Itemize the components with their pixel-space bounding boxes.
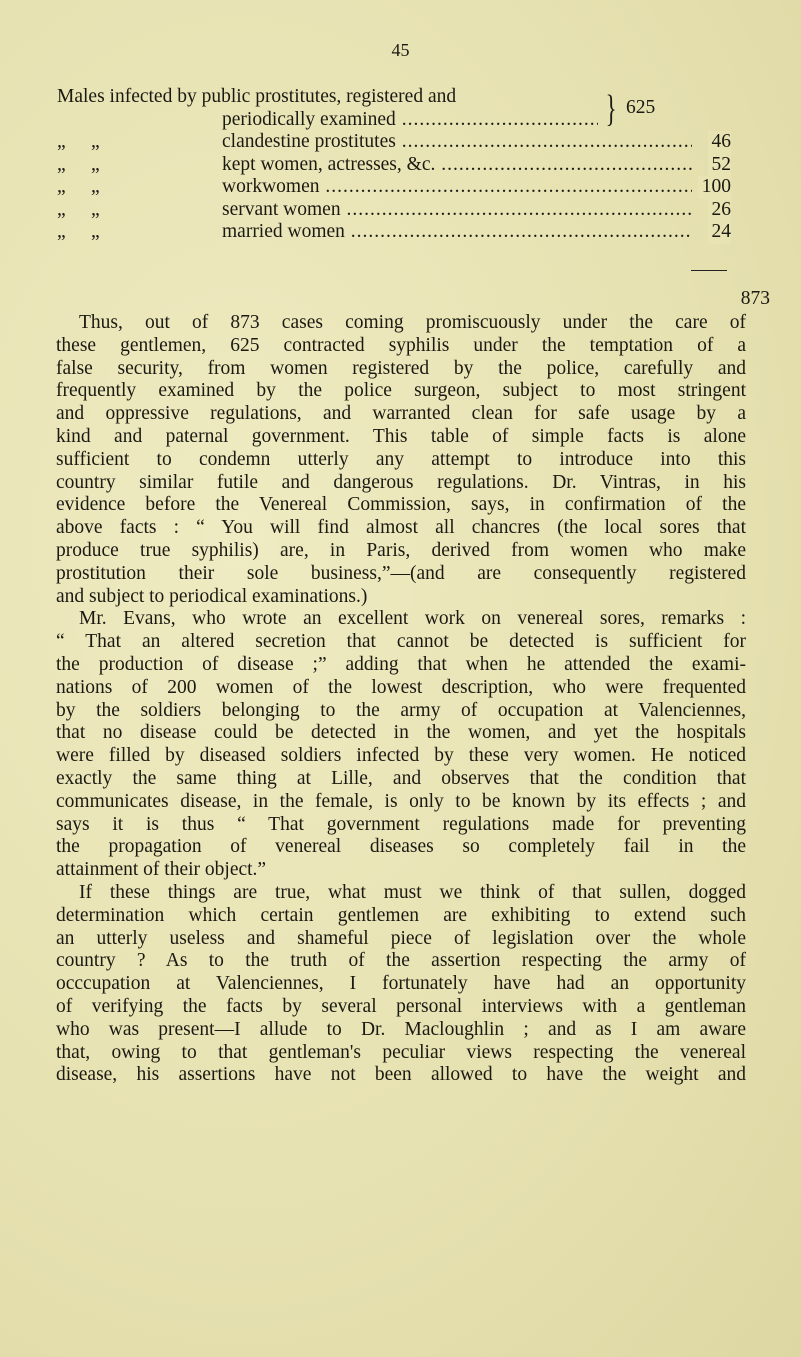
table-row-label: married women ..... [222,221,692,244]
text-line: of verifying the facts by several personal interviews with a gentleman [56,995,746,1017]
total-rule [691,270,727,271]
table-row-label: kept women, actresses, &c. ..... [222,154,692,177]
text-line: If these things are true, what must we think of that sullen, dogged [79,881,746,903]
text-line: that no disease could be detected in the women, and yet the hospitals [56,722,746,744]
text-line: by the soldiers belonging to the army of occupation at Valenciennes, [56,699,746,721]
table-row-label: servant women ..... [222,199,692,222]
text-line: an utterly useless and shameful piece of legislation over the whole [56,927,746,949]
body-text [56,312,746,1087]
text-line: communicates disease, in the female, is only to be known by its effects ; and [56,790,746,812]
table-row-value: 52 [708,154,732,177]
text-line: attainment of their object.” [56,859,267,881]
table-row-label: workwomen ..... [222,176,692,199]
text-line: these gentlemen, 625 contracted syphilis under the temptation of a [56,334,746,356]
text-line: kind and paternal government. This table of simple facts is alone [56,425,746,447]
text-line: who was present—I allude to Dr. Macloughlin ; and as I am aware [56,1018,746,1040]
table-row-registered [57,86,767,131]
text-line: country similar futile and dangerous regulations. Dr. Vintras, in his [56,471,746,493]
text-line: produce true syphilis) are, in Paris, derived from women who make [56,539,746,561]
text-line: disease, his assertions have not been allowed to have the weight and [56,1064,746,1086]
table-row-label-continued: periodically examined ..... [222,109,598,132]
text-line: says it is thus “ That government regulations made for preventing [56,813,746,835]
text-line: false security, from women registered by the police, carefully and [56,357,746,379]
text-line: were filled by diseased soldiers infected by these very women. He noticed [56,745,746,767]
table-total: 873 [740,288,770,309]
table-row-value: 625 [626,97,656,118]
ditto-marks: „ „ [57,176,100,197]
text-line: the production of disease ;” adding that when he attended the exami- [56,653,746,675]
text-line: Thus, out of 873 cases coming promiscuously under the care of [79,312,746,333]
table-row-value: 46 [708,131,732,154]
text-line: prostitution their sole business,”—(and are consequently registered [56,562,746,584]
ditto-marks: „ „ [57,221,100,242]
table-row [57,176,767,199]
text-line: nations of 200 women of the lowest description, who were frequented [56,676,746,698]
text-line: frequently examined by the police surgeon, subject to most stringent [56,380,746,402]
text-line: “ That an altered secretion that cannot be detected is sufficient for [56,631,746,653]
text-line: and subject to periodical examinations.) [56,585,368,607]
table-row [57,199,767,222]
ditto-marks: „ „ [57,153,100,175]
text-line: evidence before the Venereal Commission, says, in confirmation of the [56,494,746,516]
text-line: occcupation at Valenciennes, I fortunately have had an opportunity [56,973,746,995]
ditto-marks: „ „ [57,198,100,220]
table-row [57,131,767,154]
text-line: that, owing to that gentleman's peculiar views respecting the venereal [56,1041,746,1063]
table-row [57,154,767,177]
table-row-value: 24 [708,221,732,244]
text-line: exactly the same thing at Lille, and observes that the condition that [56,767,746,789]
text-line: determination which certain gentlemen are exhibiting to extend such [56,904,746,926]
text-line: country ? As to the truth of the assertion respecting the army of [56,950,746,972]
text-line: Mr. Evans, who wrote an excellent work on venereal sores, remarks : [79,608,746,630]
table-row-value: 26 [708,199,732,222]
text-line: above facts : “ You will find almost all chancres (the local sores that [56,517,746,539]
text-line: sufficient to condemn utterly any attempt to introduce into this [56,448,746,470]
text-line: the propagation of venereal diseases so completely fail in the [56,836,746,858]
table-row-label: clandestine prostitutes ..... [222,131,692,154]
table-row-value: 100 [698,176,731,199]
brace: } [605,88,617,130]
table-row [57,221,767,244]
page-number: 45 [391,40,410,60]
statistics-table [57,86,767,244]
table-row-label: Males infected by public prostitutes, registered and [57,86,457,107]
ditto-marks: „ „ [57,131,100,152]
text-line: and oppressive regulations, and warranted clean for safe usage by a [56,403,746,425]
